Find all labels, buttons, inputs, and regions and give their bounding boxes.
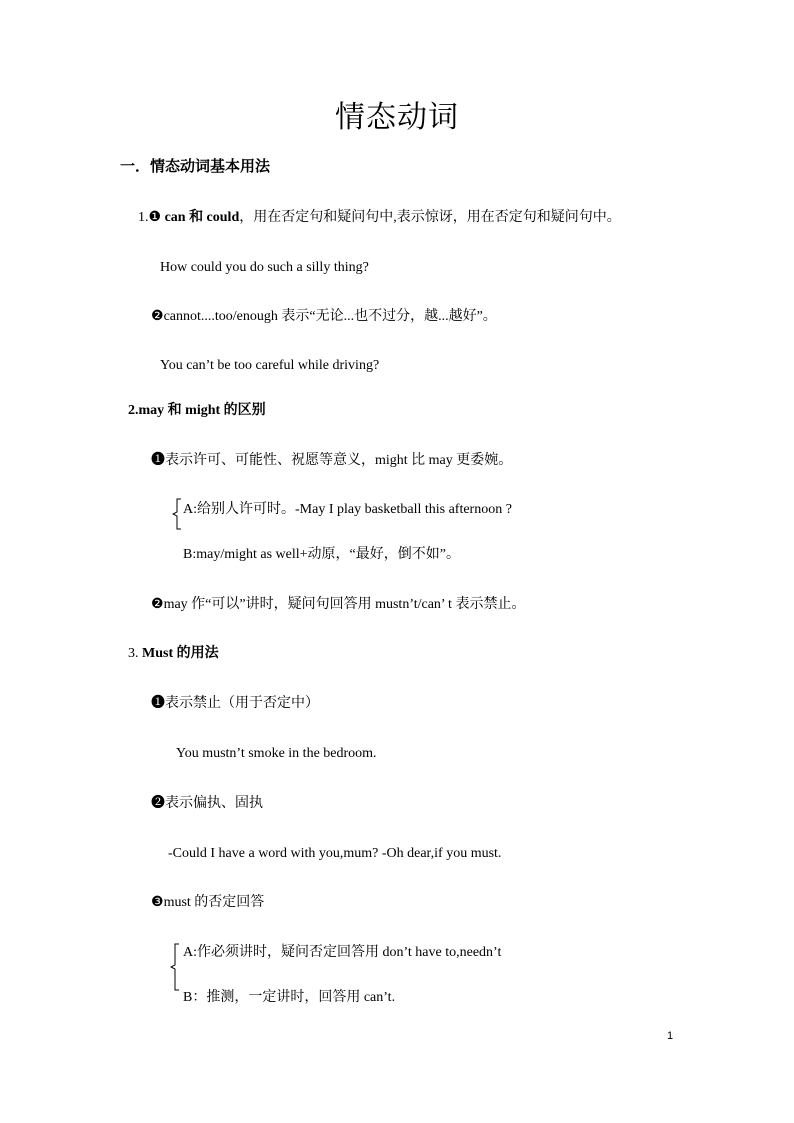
example-sentence: -Could I have a word with you,mum? -Oh dear,if you must. [168,846,502,861]
item1-line [138,209,621,227]
brace-option-a: A:作必须讲时，疑问否定回答用 don’t have to,needn’t [183,945,502,960]
bullet-2-icon: ❷ [151,597,164,612]
point-text: 表示偏执、固执 [165,796,263,811]
subsection-heading [128,645,219,663]
page-title: 情态动词 [335,101,459,134]
point-text: 表示许可、可能性、祝愿等意义，might 比 may 更委婉。 [165,453,513,468]
brace-option-b: B:may/might as well+动原，“最好，倒不如”。 [183,547,460,562]
item3-point1 [151,695,319,713]
example-sentence: How could you do such a silly thing? [160,260,369,275]
brace-icon [170,943,180,991]
point-text: 表示禁止（用于否定中） [165,696,319,711]
bullet-3-icon: ❸ [151,895,164,910]
bullet-2-icon: ❷ [151,796,165,811]
item3-point3 [151,894,264,912]
section-heading: 一．情态动词基本用法 [120,159,271,175]
item-number: 3. [128,646,139,661]
point-text: may 作“可以”讲时，疑问句回答用 mustn’t/can’ t 表示禁止。 [163,597,526,612]
item1-label: can 和 could [164,210,240,225]
item-number: 1. [138,210,149,225]
point-text: cannot....too/enough 表示“无论...也不过分，越...越好”。 [163,309,497,324]
item1-text: ，用在否定句和疑问句中,表示惊讶，用在否定句和疑问句中。 [239,210,621,225]
brace-icon [172,498,182,530]
example-sentence: You can’t be too careful while driving? [160,358,380,373]
item3-heading: Must 的用法 [142,646,219,661]
brace-option-b: B：推测，一定讲时，回答用 can’t. [183,990,396,1005]
bullet-1-icon: ❶ [148,210,162,225]
bullet-2-icon: ❷ [151,309,164,324]
brace-option-a: A:给别人许可时。-May I play basketball this afternoon ? [183,502,512,517]
bullet-1-icon: ❶ [151,453,165,468]
bullet-1-icon: ❶ [151,696,165,711]
item1-point2 [151,308,497,326]
page-number: 1 [667,1030,674,1042]
subsection-heading: 2.may 和 might 的区别 [128,403,266,418]
example-sentence: You mustn’t smoke in the bedroom. [176,746,377,761]
item3-point2 [151,795,263,813]
item2-point1 [151,452,512,470]
item2-point2 [151,596,525,614]
point-text: must 的否定回答 [163,895,265,910]
